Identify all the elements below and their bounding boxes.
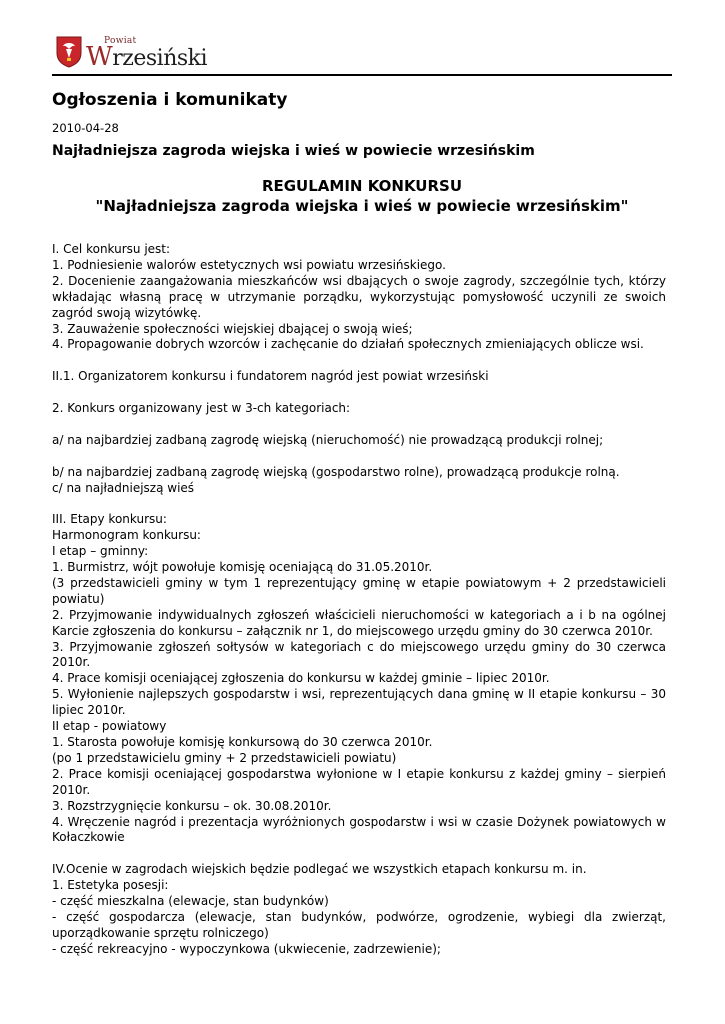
- body-line: 3. Przyjmowanie zgłoszeń sołtysów w kategoriach c do miejscowego urzędu gminy do 30 czerwca 2010r.: [52, 639, 666, 670]
- paragraph-gap: [52, 353, 666, 369]
- body-line: IV.Ocenie w zagrodach wiejskich będzie podlegać we wszystkich etapach konkursu m. in.: [52, 862, 587, 877]
- body-line: 2. Docenienie zaangażowania mieszkańców wsi dbających o swoje zagrody, szczególnie tych, którzy wkładając własną pracę w utrzymanie porządku, wykorzystując pomysłowość uczynili ze swoich zagród swoją wizytówkę.: [52, 273, 666, 320]
- body-line: I etap – gminny:: [52, 544, 149, 559]
- site-logo[interactable]: [86, 34, 236, 70]
- body-line: 4. Prace komisji oceniającej zgłoszenia do konkursu w każdej gminie – lipiec 2010r.: [52, 671, 550, 686]
- body-line: II.1. Organizatorem konkursu i fundatorem nagród jest powiat wrzesiński: [52, 369, 489, 384]
- body-line: II etap - powiatowy: [52, 719, 167, 734]
- body-line: - część rekreacyjno - wypoczynkowa (ukwiecenie, zadrzewienie);: [52, 941, 441, 956]
- body-line: a/ na najbardziej zadbaną zagrodę wiejską (nieruchomość) nie prowadzącą produkcji rolnej;: [52, 432, 604, 447]
- body-line: 1. Starosta powołuje komisję konkursową do 30 czerwca 2010r.: [52, 735, 433, 750]
- body-line: - część gospodarcza (elewacje, stan budynków, podwórze, ogrodzenie, wybiegi dla zwierząt, uporządkowanie sprzętu rolniczego): [52, 909, 666, 940]
- body-line: 4. Propagowanie dobrych wzorców i zachęcanie do działań społecznych zmieniających oblicze wsi.: [52, 337, 644, 352]
- paragraph-gap: [52, 385, 666, 401]
- body-line: (3 przedstawicieli gminy w tym 1 reprezentujący gminę w etapie powiatowym + 2 przedstawicieli powiatu): [52, 575, 666, 606]
- header-divider: [52, 74, 672, 76]
- publish-date: 2010-04-28: [52, 121, 119, 135]
- body-line: III. Etapy konkursu:: [52, 512, 167, 527]
- body-line: 3. Rozstrzygnięcie konkursu – ok. 30.08.2010r.: [52, 798, 332, 813]
- body-line: 3. Zauważenie społeczności wiejskiej dbającej o swoją wieś;: [52, 321, 413, 336]
- body-line: Harmonogram konkursu:: [52, 528, 201, 543]
- paragraph-gap: [52, 449, 666, 465]
- body-line: (po 1 przedstawicielu gminy + 2 przedstawicieli powiatu): [52, 750, 397, 765]
- logo-wrzesinski-text: Wrzesiński: [86, 42, 208, 72]
- body-line: 2. Prace komisji oceniającej gospodarstwa wyłonione w I etapie konkursu z każdej gminy – sierpień 2010r.: [52, 766, 666, 797]
- paragraph-gap: [52, 846, 666, 862]
- body-line: 2. Przyjmowanie indywidualnych zgłoszeń właścicieli nieruchomości w kategoriach a i b na ogólnej Karcie zgłoszenia do konkursu – załącznik nr 1, do miejscowego urzędu gminy do 30 czerwca 2010r.: [52, 607, 666, 638]
- body-line: 1. Burmistrz, wójt powołuje komisję oceniającą do 31.05.2010r.: [52, 560, 433, 575]
- body-line: 1. Estetyka posesji:: [52, 878, 169, 893]
- body-line: 5. Wyłonienie najlepszych gospodarstw i wsi, reprezentujących dana gminę w II etapie konkursu – 30 lipiec 2010r.: [52, 687, 666, 718]
- site-header: [52, 34, 672, 76]
- regulamin-title-line2: "Najładniejsza zagroda wiejska i wieś w powiecie wrzesińskim": [95, 197, 629, 215]
- body-line: b/ na najbardziej zadbaną zagrodę wiejską (gospodarstwo rolne), prowadzącą produkcje rolną.: [52, 464, 620, 479]
- regulamin-title-line1: REGULAMIN KONKURSU: [261, 177, 463, 195]
- paragraph-gap: [52, 496, 666, 512]
- page-title: Ogłoszenia i komunikaty: [52, 90, 288, 110]
- body-line: 1. Podniesienie walorów estetycznych wsi powiatu wrzesińskiego.: [52, 257, 446, 272]
- body-line: 2. Konkurs organizowany jest w 3-ch kategoriach:: [52, 401, 351, 416]
- regulamin-title: [52, 176, 672, 216]
- logo-powiat-text: Powiat: [104, 36, 137, 46]
- coat-of-arms-icon[interactable]: [56, 36, 82, 68]
- body-line: I. Cel konkursu jest:: [52, 242, 171, 256]
- article-body: [52, 242, 666, 958]
- body-line: 4. Wręczenie nagród i prezentacja wyróżnionych gospodarstw i wsi w czasie Dożynek powiatowych w Kołaczkowie: [52, 814, 666, 845]
- paragraph-gap: [52, 417, 666, 433]
- body-line: c/ na najładniejszą wieś: [52, 480, 195, 495]
- article-title: Najładniejsza zagroda wiejska i wieś w powiecie wrzesińskim: [52, 143, 535, 159]
- body-line: - część mieszkalna (elewacje, stan budynków): [52, 894, 329, 909]
